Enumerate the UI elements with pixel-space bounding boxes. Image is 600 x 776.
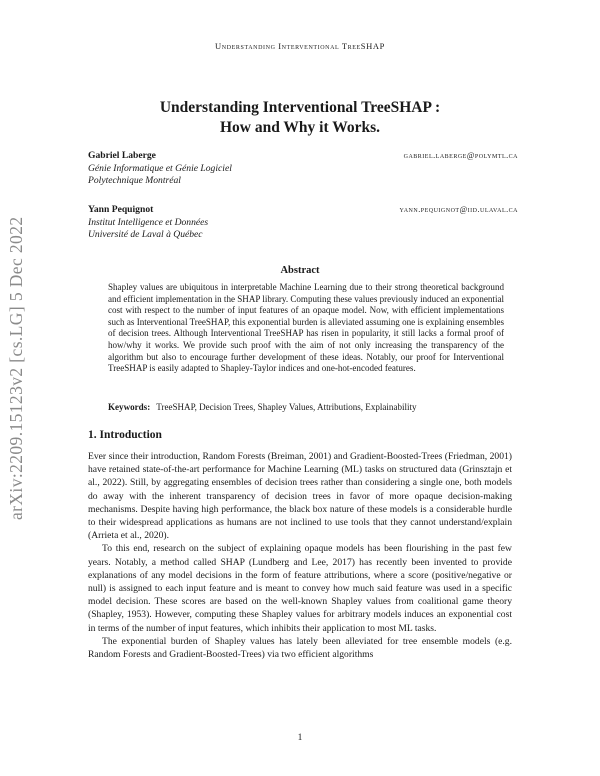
keywords-line <box>108 402 504 412</box>
author-institution: Université de Laval à Québec <box>88 229 203 241</box>
title-line-2: How and Why it Works. <box>219 119 381 136</box>
author-affiliation: Institut Intelligence et Données <box>88 216 209 228</box>
arxiv-identifier[interactable]: arXiv:2209.15123v2 [cs.LG] 5 Dec 2022 <box>6 216 26 520</box>
paragraph: Ever since their introduction, Random Forests (Breiman, 2001) and Gradient-Boosted-Trees (Friedman, 2001) have retained state-of-the-art performance for Machine Learning (ML) tasks on structured data (Grinsztajn et al., 2022). Still, by aggregating ensembles of decision trees rather than considering a single one, both models do away with the inherent transparency of decision trees in favor of more opaque decision-making mechanisms. Despite having high performance, the black box nature of these models is a considerable hurdle to their widespread applications as humans are not inclined to use tools that they cannot understand/explain (Arrieta et al., 2020). <box>88 451 512 542</box>
page-number: 1 <box>297 733 303 743</box>
body-text <box>88 450 512 661</box>
keywords-text: TreeSHAP, Decision Trees, Shapley Values, Attributions, Explainability <box>156 402 417 412</box>
running-head: Understanding Interventional TreeSHAP <box>215 41 385 51</box>
author-name: Gabriel Laberge <box>88 150 156 161</box>
paragraph: The exponential burden of Shapley values has lately been alleviated for tree ensemble models (e.g. Random Forests and Gradient-Boosted-Trees) via two efficient algorithms <box>88 635 512 661</box>
author-block-2 <box>88 204 518 242</box>
title-line-1: Understanding Interventional TreeSHAP : <box>159 99 441 116</box>
author-block-1 <box>88 150 518 188</box>
author-affiliation: Génie Informatique et Génie Logiciel <box>88 162 232 174</box>
author-name: Yann Pequignot <box>88 204 154 215</box>
abstract-text: Shapley values are ubiquitous in interpretable Machine Learning due to their strong theoretical background and efficient implementation in the SHAP library. Computing these values previously induced an exponential cost with respect to the number of input features of an opaque model. Now, with efficient implementations such as Interventional TreeSHAP, this exponential burden is alleviated assuming one is explaining ensembles of decision trees. Although Interventional TreeSHAP has risen in popularity, it still lacks a formal proof of how/why it works. We provide such proof with the aim of not only increasing the transparency of the algorithm but also to encourage further development of these ideas. Notably, our proof for Interventional TreeSHAP is easily adapted to Shapley-Taylor indices and one-hot-encoded features. <box>108 282 504 374</box>
author-institution: Polytechnique Montréal <box>88 175 181 187</box>
author-email[interactable]: gabriel.laberge@polymtl.ca <box>403 151 518 160</box>
section-heading: 1. Introduction <box>88 429 162 441</box>
keywords-label: Keywords: <box>108 402 151 412</box>
abstract-heading: Abstract <box>280 265 320 276</box>
author-email[interactable]: yann.pequignot@iid.ulaval.ca <box>399 205 518 214</box>
paragraph: To this end, research on the subject of explaining opaque models has been flourishing in the past few years. Notably, a method called SHAP (Lundberg and Lee, 2017) has recently been invented to provide explanations of any model decisions in the form of feature attributions, where a score (positive/negative or null) is assigned to each input feature and is meant to convey how much said feature was used in a specific model decision. These scores are based on the well-known Shapley values from coalitional game theory (Shapley, 1953). However, computing these Shapley values for arbitrary models induces an exponential cost in terms of the number of input features, which inhibits their application to most ML tasks. <box>88 543 512 634</box>
paper-title <box>60 98 540 138</box>
